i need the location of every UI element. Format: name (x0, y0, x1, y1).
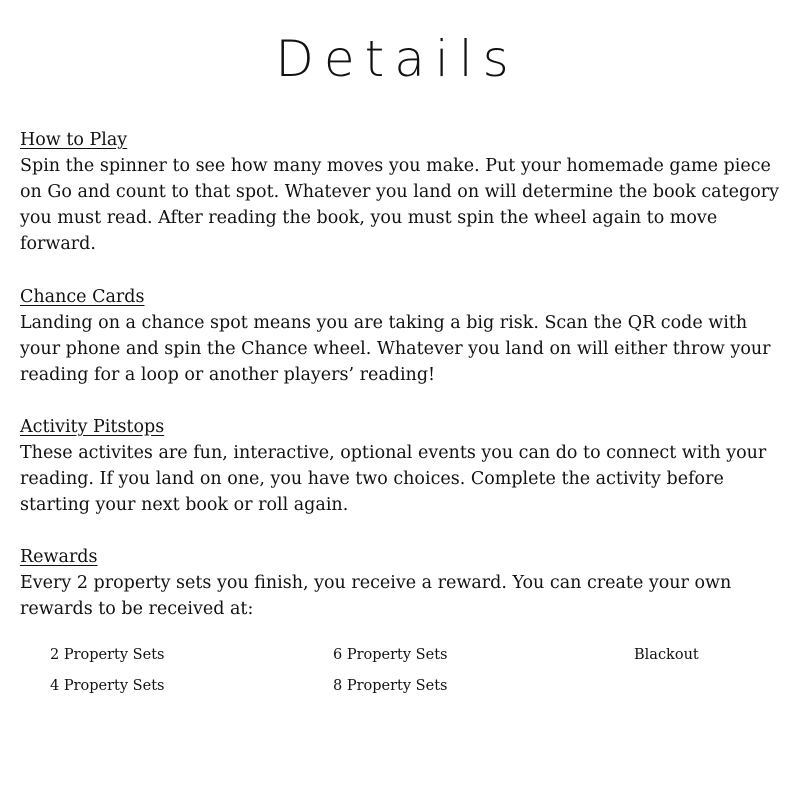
reward-item-8-sets: 8 Property Sets (333, 678, 448, 694)
reward-item-blackout: Blackout (634, 647, 699, 663)
section-heading-activity-pitstops: Activity Pitstops (20, 417, 165, 437)
section-heading-rewards: Rewards (20, 547, 98, 567)
reward-item-6-sets: 6 Property Sets (333, 647, 448, 663)
section-body-activity-pitstops: These activites are fun, interactive, optional events you can do to connect with your reading. If you land on one, you have two choices. Complete the activity before starting your next book or roll again. (20, 443, 767, 515)
section-activity-pitstops (20, 414, 780, 518)
section-heading-how-to-play: How to Play (20, 130, 128, 150)
section-chance-cards (20, 284, 780, 388)
section-heading-chance-cards: Chance Cards (20, 287, 145, 307)
section-how-to-play (20, 127, 780, 257)
page-title: Details (275, 30, 519, 88)
section-body-how-to-play: Spin the spinner to see how many moves you make. Put your homemade game piece on Go and count to that spot. Whatever you land on will determine the book category you must read. After reading the book, you must spin the wheel again to move forward. (20, 156, 779, 254)
section-rewards (20, 544, 780, 622)
reward-item-4-sets: 4 Property Sets (50, 678, 165, 694)
section-body-rewards: Every 2 property sets you finish, you receive a reward. You can create your own rewards to be received at: (20, 573, 732, 619)
reward-item-2-sets: 2 Property Sets (50, 647, 165, 663)
section-body-chance-cards: Landing on a chance spot means you are taking a big risk. Scan the QR code with your phone and spin the Chance wheel. Whatever you land on will either throw your reading for a loop or another players’ reading! (20, 313, 771, 385)
